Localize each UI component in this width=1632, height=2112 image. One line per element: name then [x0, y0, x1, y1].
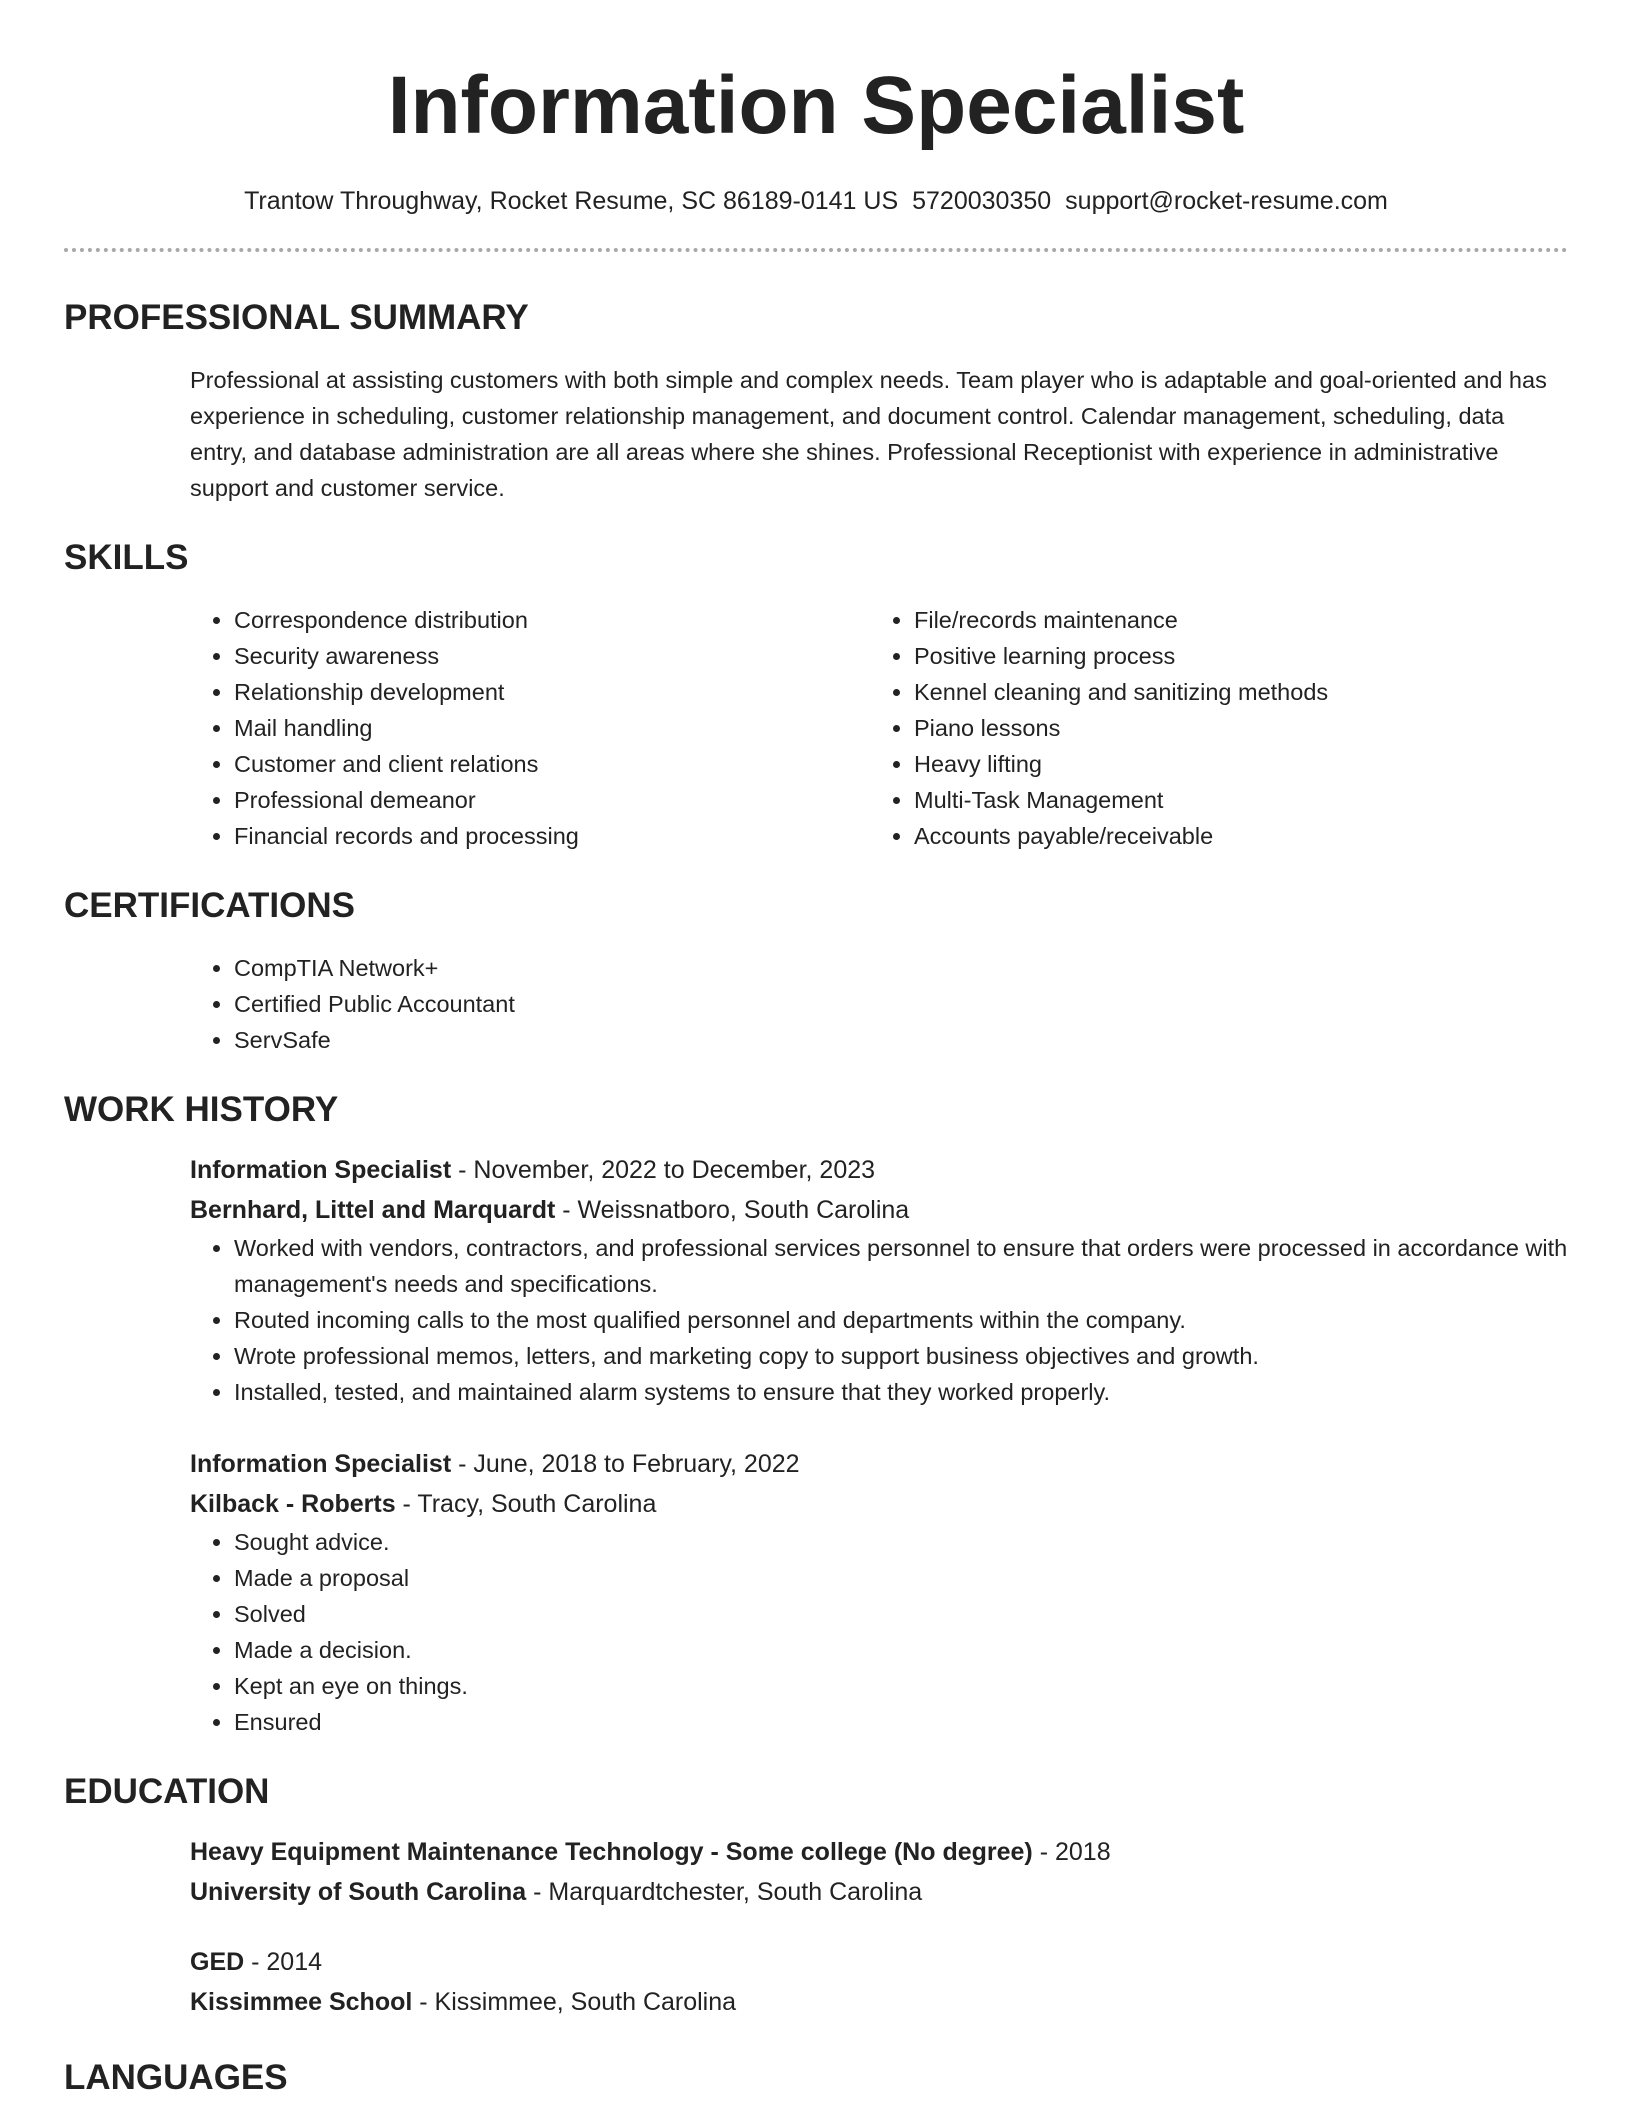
skill-item: • Professional demeanor	[234, 782, 870, 818]
summary-section	[64, 296, 1568, 506]
resume-name: Information Specialist	[387, 60, 1245, 151]
certifications-list	[190, 950, 1568, 1058]
skill-item: • Accounts payable/receivable	[914, 818, 1550, 854]
job-bullets	[190, 1230, 1568, 1410]
job-bullet: • Worked with vendors, contractors, and professional services personnel to ensure that orders were processed in accordance with management's needs and specifications.	[234, 1230, 1568, 1302]
job-company-line	[190, 1484, 1568, 1524]
education-year: - 2018	[1032, 1838, 1111, 1866]
skill-item: • Relationship development	[234, 674, 870, 710]
skills-title: SKILLS	[64, 538, 189, 577]
contact-email: support@rocket-resume.com	[1065, 187, 1388, 215]
job-bullet: • Sought advice.	[234, 1524, 1568, 1560]
job-title-line	[190, 1150, 1568, 1190]
skills-columns	[190, 602, 1568, 854]
skill-item: • Kennel cleaning and sanitizing methods	[914, 674, 1550, 710]
education-year: - 2014	[244, 1948, 323, 1976]
education-section	[64, 1770, 1568, 2022]
education-school-line	[190, 1982, 1568, 2022]
job-role: Information Specialist	[190, 1450, 452, 1478]
certification-item: • ServSafe	[234, 1022, 1568, 1058]
job-bullet: • Solved	[234, 1596, 1568, 1632]
skill-item: • File/records maintenance	[914, 602, 1550, 638]
education-degree-line	[190, 1942, 1568, 1982]
education-location: - Kissimmee, South Carolina	[412, 1988, 737, 2016]
job-company-line	[190, 1190, 1568, 1230]
job-bullet: • Ensured	[234, 1704, 1568, 1740]
job-company: Kilback - Roberts	[190, 1490, 396, 1518]
skill-item: • Correspondence distribution	[234, 602, 870, 638]
job-company: Bernhard, Littel and Marquardt	[190, 1196, 556, 1224]
skill-item: • Financial records and processing	[234, 818, 870, 854]
job-bullet: • Routed incoming calls to the most qualified personnel and departments within the company.	[234, 1302, 1568, 1338]
education-degree: GED	[190, 1948, 245, 1976]
contact-phone: 5720030350	[912, 187, 1052, 215]
job-dates: - June, 2018 to February, 2022	[451, 1450, 800, 1478]
education-title: EDUCATION	[64, 1772, 270, 1811]
education-degree: Heavy Equipment Maintenance Technology - Some college (No degree)	[190, 1838, 1033, 1866]
job-bullets	[190, 1524, 1568, 1740]
education-school-line	[190, 1872, 1568, 1912]
skill-item: • Heavy lifting	[914, 746, 1550, 782]
certification-item: • CompTIA Network+	[234, 950, 1568, 986]
header-divider	[64, 248, 1568, 252]
job-entry	[190, 1150, 1568, 1410]
education-entry	[190, 1832, 1568, 1912]
skills-section	[64, 536, 1568, 854]
job-entry	[190, 1444, 1568, 1740]
summary-title: PROFESSIONAL SUMMARY	[64, 298, 529, 337]
certifications-section	[64, 884, 1568, 1058]
skill-item: • Customer and client relations	[234, 746, 870, 782]
job-location: - Weissnatboro, South Carolina	[555, 1196, 910, 1224]
job-role: Information Specialist	[190, 1156, 452, 1184]
contact-line	[64, 184, 1568, 218]
skill-item: • Security awareness	[234, 638, 870, 674]
education-degree-line	[190, 1832, 1568, 1872]
education-entry	[190, 1942, 1568, 2022]
job-bullet: • Kept an eye on things.	[234, 1668, 1568, 1704]
skill-item: • Piano lessons	[914, 710, 1550, 746]
job-bullet: • Installed, tested, and maintained alarm systems to ensure that they worked properly.	[234, 1374, 1568, 1410]
job-bullet: • Made a decision.	[234, 1632, 1568, 1668]
contact-address: Trantow Throughway, Rocket Resume, SC 86189-0141 US	[244, 187, 899, 215]
skill-item: • Positive learning process	[914, 638, 1550, 674]
summary-text: Professional at assisting customers with both simple and complex needs. Team player who is adaptable and goal-oriented and has experience in scheduling, customer relationship management, and document control. Calendar management, scheduling, data entry, and database administration are all areas where she shines. Professional Receptionist with experience in administrative support and customer service.	[190, 367, 1547, 501]
certifications-title: CERTIFICATIONS	[64, 886, 356, 925]
work-title: WORK HISTORY	[64, 1090, 339, 1129]
education-location: - Marquardtchester, South Carolina	[526, 1878, 923, 1906]
skills-column-left	[190, 602, 870, 854]
skill-item: • Multi-Task Management	[914, 782, 1550, 818]
education-school: Kissimmee School	[190, 1988, 413, 2016]
education-school: University of South Carolina	[190, 1878, 527, 1906]
job-location: - Tracy, South Carolina	[395, 1490, 657, 1518]
languages-title: LANGUAGES	[64, 2058, 288, 2097]
work-section	[64, 1088, 1568, 1740]
certification-item: • Certified Public Accountant	[234, 986, 1568, 1022]
job-dates: - November, 2022 to December, 2023	[451, 1156, 876, 1184]
job-bullet: • Made a proposal	[234, 1560, 1568, 1596]
skills-column-right	[870, 602, 1550, 854]
languages-section	[64, 2056, 1568, 2100]
skill-item: • Mail handling	[234, 710, 870, 746]
job-bullet: • Wrote professional memos, letters, and marketing copy to support business objectives and growth.	[234, 1338, 1568, 1374]
job-title-line	[190, 1444, 1568, 1484]
